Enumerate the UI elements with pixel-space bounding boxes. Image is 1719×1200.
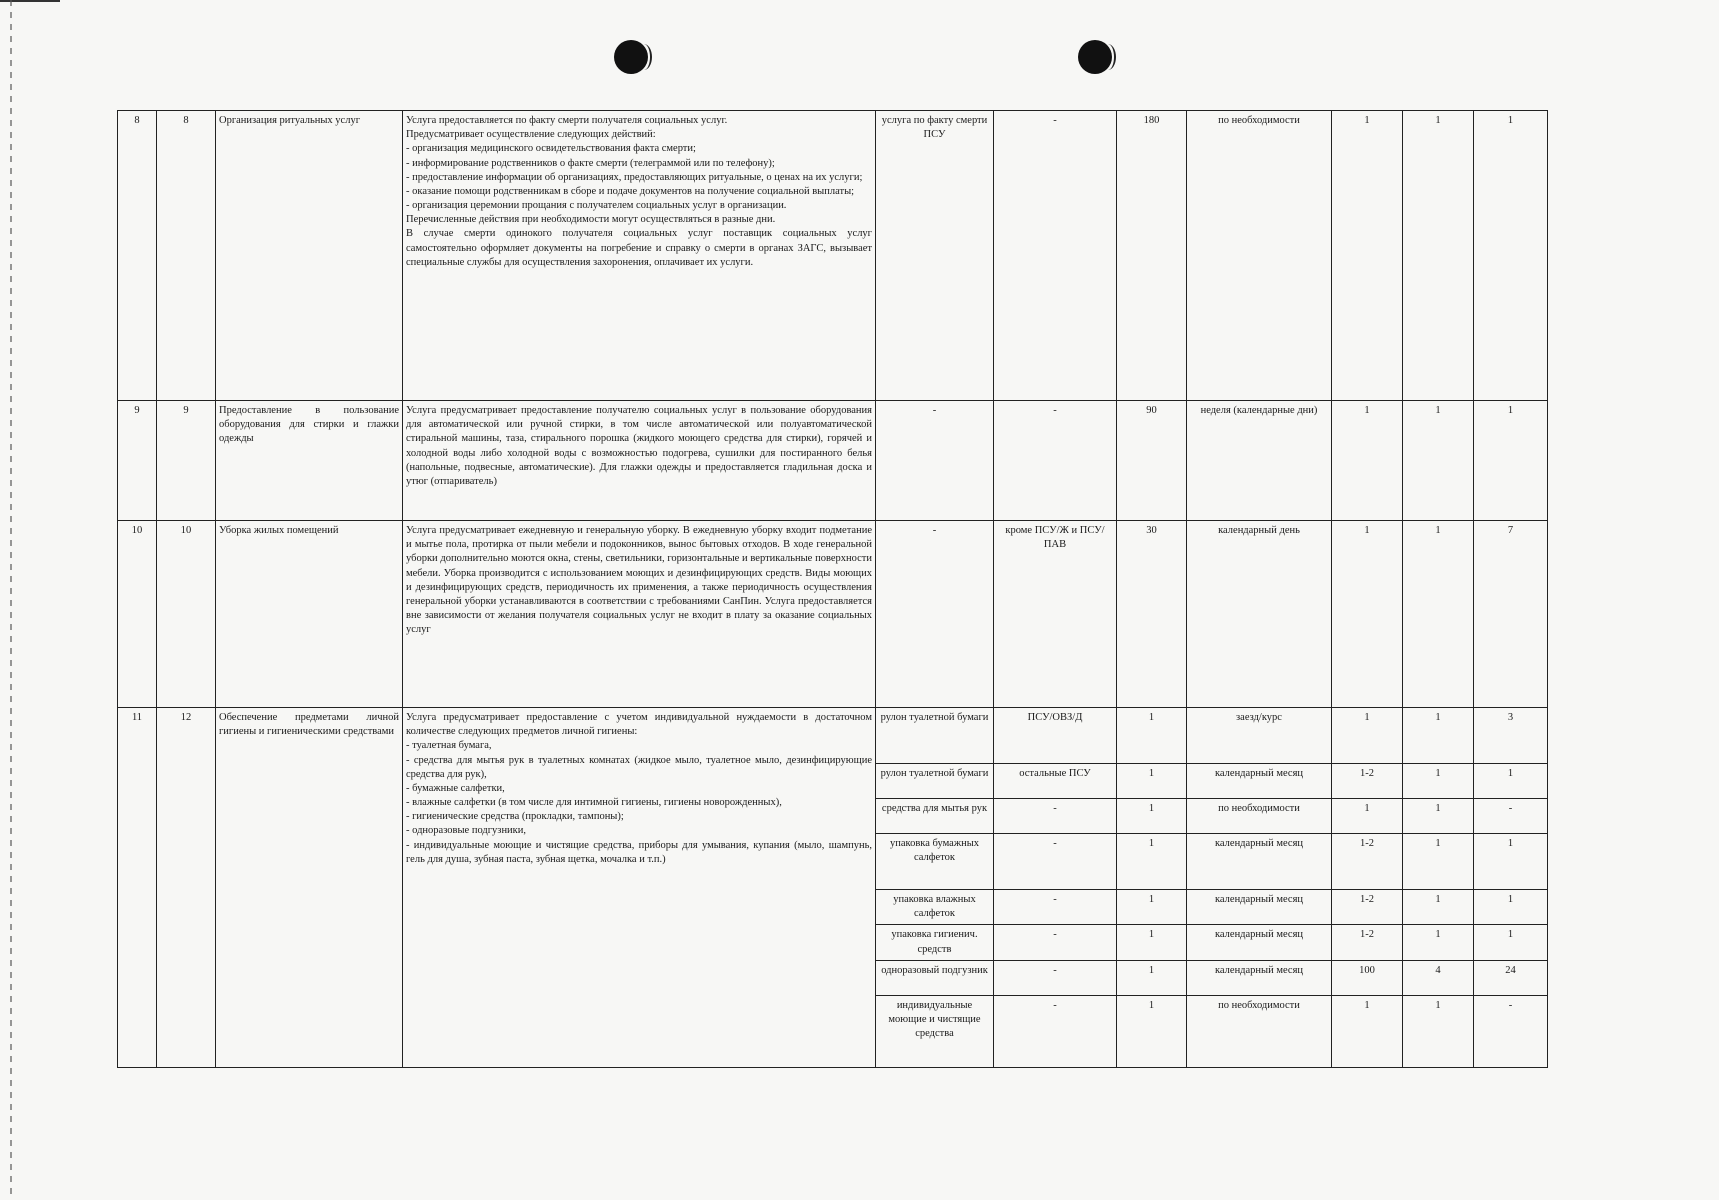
value-2: 1 (1403, 521, 1474, 708)
service-description: Услуга предусматривает предоставление получателю социальных услуг в пользование оборудования для автоматической или ручной стирки, в том числе автоматической или полуавтоматической стиральной машины, таза, стирального порошка (жидкого моющего средства для стирки), горячей и холодной воды либо холодной воды с возможностью подогрева, сушилки для постиранного белья (напольные, подвесные, автоматические). Для глажки одежды и предоставляется гладильная доска и утюг (отпариватель) (403, 401, 876, 521)
table-row (118, 401, 1548, 521)
service-number: 9 (157, 401, 216, 521)
norm-value: 1 (1117, 708, 1187, 764)
recipient-category: кроме ПСУ/Ж и ПСУ/ПАВ (994, 521, 1117, 708)
value-2: 1 (1403, 834, 1474, 890)
service-unit: рулон туалетной бумаги (876, 708, 994, 764)
recipient-category: - (994, 960, 1117, 995)
value-3: - (1474, 799, 1548, 834)
recipient-category: - (994, 834, 1117, 890)
service-unit: упаковка гигиенич. средств (876, 925, 994, 960)
recipient-category: ПСУ/ОВЗ/Д (994, 708, 1117, 764)
value-1: 1 (1332, 401, 1403, 521)
norm-value: 30 (1117, 521, 1187, 708)
recipient-category: - (994, 799, 1117, 834)
period: неделя (календарные дни) (1187, 401, 1332, 521)
value-3: 3 (1474, 708, 1548, 764)
value-2: 1 (1403, 708, 1474, 764)
norm-value: 1 (1117, 960, 1187, 995)
punch-hole-right (1078, 40, 1112, 74)
service-name: Обеспечение предметами личной гигиены и гигиеническими средствами (216, 708, 403, 1068)
value-3: 24 (1474, 960, 1548, 995)
value-3: 1 (1474, 834, 1548, 890)
period: календарный месяц (1187, 960, 1332, 995)
service-unit: услуга по факту смерти ПСУ (876, 111, 994, 401)
value-1: 1 (1332, 111, 1403, 401)
value-2: 1 (1403, 111, 1474, 401)
value-3: 1 (1474, 925, 1548, 960)
punch-hole-left (614, 40, 648, 74)
service-description: Услуга предусматривает ежедневную и генеральную уборку. В ежедневную уборку входит подметание и мытье пола, протирка от пыли мебели и подоконников, вынос бытовых отходов. В ходе генеральной уборки дополнительно моются окна, стены, светильники, горизонтальные и вертикальные поверхности мебели. Уборка производится с использованием моющих и дезинфицирующих средств. Виды моющих и дезинфицирующих средств, периодичность их применения, а также периодичность осуществления генеральной уборки устанавливаются в соответствии с требованиями СанПин. Услуга предоставляется вне зависимости от желания получателя социальных услуг не входит в плату за оказание социальных услуг (403, 521, 876, 708)
period: календарный месяц (1187, 925, 1332, 960)
service-unit: упаковка влажных салфеток (876, 890, 994, 925)
service-name: Уборка жилых помещений (216, 521, 403, 708)
row-number: 11 (118, 708, 157, 1068)
recipient-category: - (994, 401, 1117, 521)
value-1: 1 (1332, 708, 1403, 764)
value-3: 1 (1474, 401, 1548, 521)
period: заезд/курс (1187, 708, 1332, 764)
service-unit: - (876, 521, 994, 708)
service-number: 10 (157, 521, 216, 708)
service-unit: рулон туалетной бумаги (876, 764, 994, 799)
service-name: Предоставление в пользование оборудования для стирки и глажки одежды (216, 401, 403, 521)
value-1: 1-2 (1332, 834, 1403, 890)
row-number: 8 (118, 111, 157, 401)
period: календарный день (1187, 521, 1332, 708)
period: календарный месяц (1187, 890, 1332, 925)
value-2: 1 (1403, 764, 1474, 799)
value-2: 1 (1403, 995, 1474, 1067)
recipient-category: - (994, 890, 1117, 925)
service-number: 12 (157, 708, 216, 1068)
period: по необходимости (1187, 799, 1332, 834)
services-table (117, 110, 1548, 1068)
period: календарный месяц (1187, 834, 1332, 890)
table-row (118, 708, 1548, 764)
value-2: 1 (1403, 401, 1474, 521)
table-row (118, 521, 1548, 708)
value-1: 1 (1332, 995, 1403, 1067)
service-number: 8 (157, 111, 216, 401)
norm-value: 1 (1117, 834, 1187, 890)
recipient-category: - (994, 111, 1117, 401)
value-1: 1 (1332, 799, 1403, 834)
norm-value: 1 (1117, 799, 1187, 834)
norm-value: 1 (1117, 925, 1187, 960)
service-name: Организация ритуальных услуг (216, 111, 403, 401)
service-description: Услуга предоставляется по факту смерти получателя социальных услуг. Предусматривает осуществление следующих действий: - организация медицинского освидетельствования факта смерти; - информирование родственников о факте смерти (телеграммой или по телефону); - предоставление информации об организациях, предоставляющих ритуальные, о ценах на их услуги; - оказание помощи родственникам в сборе и подаче документов на получение социальной выплаты; - организация церемонии прощания с получателем социальных услуг в организации. Перечисленные действия при необходимости могут осуществляться в разные дни. В случае смерти одинокого получателя социальных услуг поставщик социальных услуг самостоятельно оформляет документы на погребение и справку о смерти в органах ЗАГС, вызывает специальные службы для осуществления захоронения, оплачивает их услуги. (403, 111, 876, 401)
table-row (118, 111, 1548, 401)
period: календарный месяц (1187, 764, 1332, 799)
recipient-category: - (994, 925, 1117, 960)
value-2: 1 (1403, 799, 1474, 834)
service-description: Услуга предусматривает предоставление с учетом индивидуальной нуждаемости в достаточном количестве следующих предметов личной гигиены: - туалетная бумага, - средства для мытья рук в туалетных комнатах (жидкое мыло, туалетное мыло, дезинфицирующие средства для рук), - бумажные салфетки, - влажные салфетки (в том числе для интимной гигиены, гигиены новорожденных), - гигиенические средства (прокладки, тампоны); - одноразовые подгузники, - индивидуальные моющие и чистящие средства, приборы для умывания, купания (мыло, шампунь, гель для душа, зубная паста, зубная щетка, мочалка и т.п.) (403, 708, 876, 1068)
service-unit: - (876, 401, 994, 521)
scan-edge-top (0, 0, 60, 2)
value-1: 1-2 (1332, 925, 1403, 960)
value-3: 1 (1474, 764, 1548, 799)
value-1: 1-2 (1332, 890, 1403, 925)
service-unit: одноразовый подгузник (876, 960, 994, 995)
value-3: 1 (1474, 111, 1548, 401)
service-unit: упаковка бумажных салфеток (876, 834, 994, 890)
value-3: 1 (1474, 890, 1548, 925)
norm-value: 1 (1117, 764, 1187, 799)
norm-value: 180 (1117, 111, 1187, 401)
value-2: 4 (1403, 960, 1474, 995)
scan-edge-left (10, 0, 12, 1200)
period: по необходимости (1187, 111, 1332, 401)
value-1: 100 (1332, 960, 1403, 995)
value-3: - (1474, 995, 1548, 1067)
service-unit: индивидуальные моющие и чистящие средства (876, 995, 994, 1067)
row-number: 10 (118, 521, 157, 708)
norm-value: 90 (1117, 401, 1187, 521)
recipient-category: - (994, 995, 1117, 1067)
recipient-category: остальные ПСУ (994, 764, 1117, 799)
row-number: 9 (118, 401, 157, 521)
value-2: 1 (1403, 890, 1474, 925)
value-1: 1-2 (1332, 764, 1403, 799)
service-unit: средства для мытья рук (876, 799, 994, 834)
norm-value: 1 (1117, 995, 1187, 1067)
period: по необходимости (1187, 995, 1332, 1067)
value-2: 1 (1403, 925, 1474, 960)
value-1: 1 (1332, 521, 1403, 708)
value-3: 7 (1474, 521, 1548, 708)
norm-value: 1 (1117, 890, 1187, 925)
